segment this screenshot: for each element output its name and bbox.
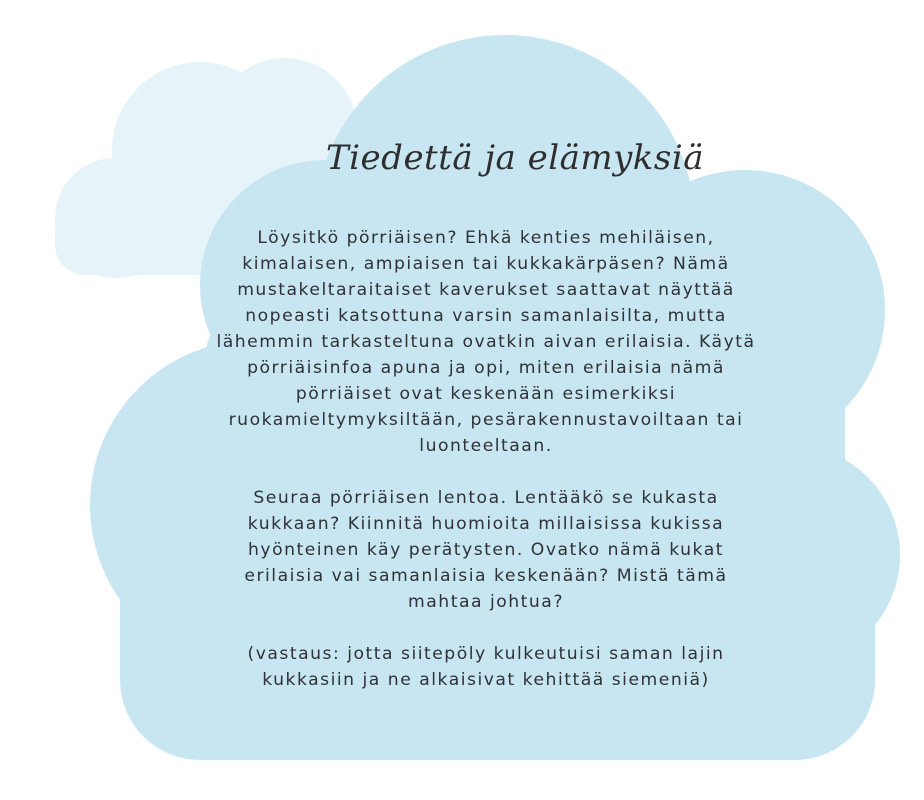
- paragraph-answer: (vastaus: jotta siitepöly kulkeutuisi saman lajin kukkasiin ja ne alkaisivat kehittää siemeniä): [247, 644, 725, 690]
- card-title: Tiedettä ja elämyksiä: [326, 138, 704, 178]
- paragraph-intro: Löysitkö pörriäisen? Ehkä kenties mehiläisen, kimalaisen, ampiaisen tai kukkakärpäsen? Nämä mustakeltaraitaiset kaverukset saattavat näyttää nopeasti katsottuna varsin samanlaisilta, mutta lähemmin tarkasteltuna ovatkin aivan erilaisia. Käytä pörriäisinfoa apuna ja opi, miten erilaisia nämä pörriäiset ovat keskenään esimerkiksi ruokamieltymyksiltään, pesärakennustavoiltaan tai luonteeltaan.: [216, 228, 756, 456]
- card-body: [216, 225, 756, 693]
- paragraph-observe: Seuraa pörriäisen lentoa. Lentääkö se kukasta kukkaan? Kiinnitä huomioita millaisissa kukissa hyönteinen käy perätysten. Ovatko nämä kukat erilaisia vai samanlaisia keskenään? Mistä tämä mahtaa johtua?: [244, 488, 728, 612]
